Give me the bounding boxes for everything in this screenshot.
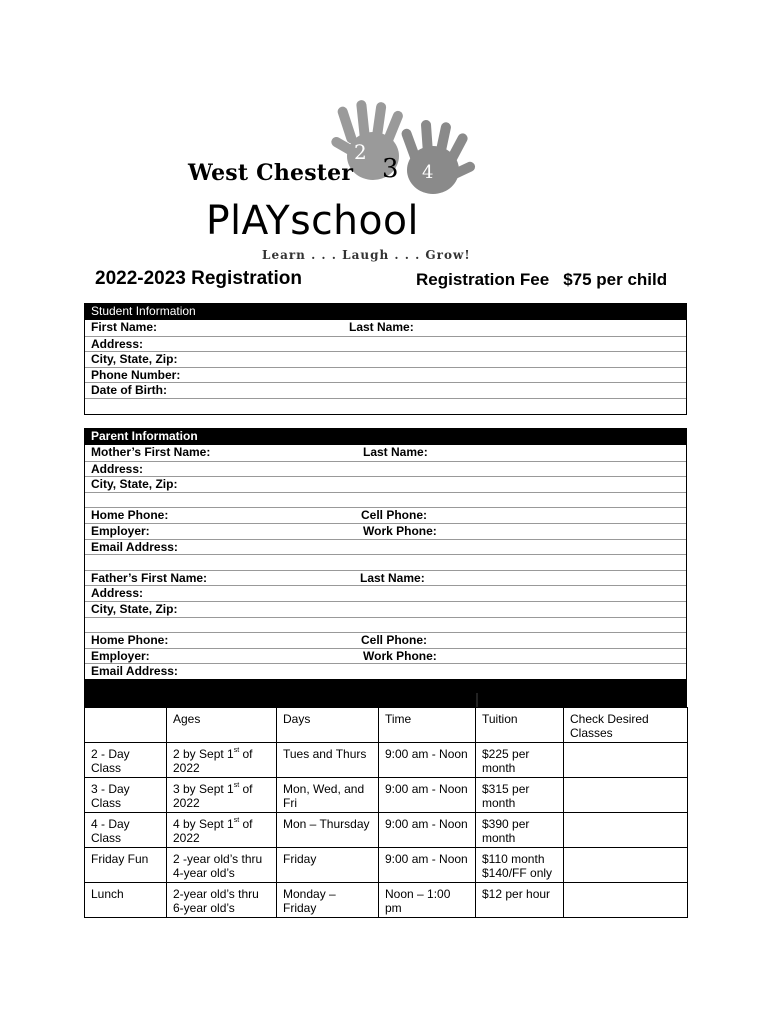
class-days: Friday — [277, 848, 379, 883]
table-row — [85, 883, 688, 918]
father-address-row[interactable] — [85, 585, 686, 601]
student-name-row[interactable] — [85, 320, 686, 336]
mother-last-name-label: Last Name: — [363, 445, 428, 459]
table-header-row — [85, 708, 688, 743]
school-logo — [180, 98, 510, 268]
father-home-phone-label: Home Phone: — [91, 633, 169, 648]
mother-home-phone-label: Home Phone: — [91, 508, 169, 523]
class-name: 4 - Day Class — [85, 813, 167, 848]
student-phone-row[interactable] — [85, 367, 686, 383]
class-tuition: $315 per month — [476, 778, 564, 813]
father-city-label: City, State, Zip: — [91, 601, 178, 616]
father-city-row[interactable] — [85, 601, 686, 617]
class-tuition: $390 per month — [476, 813, 564, 848]
registration-fee — [416, 270, 667, 290]
class-days: Tues and Thurs — [277, 743, 379, 778]
parent-section-header: Parent Information — [85, 429, 686, 445]
class-name: Lunch — [85, 883, 167, 918]
mother-employer-row[interactable] — [85, 523, 686, 539]
class-check-cell[interactable] — [564, 743, 688, 778]
mother-city-label: City, State, Zip: — [91, 477, 178, 492]
table-row — [85, 778, 688, 813]
father-last-name-label: Last Name: — [360, 570, 425, 585]
father-name-row[interactable] — [85, 570, 686, 586]
father-first-name-label: Father’s First Name: — [91, 570, 208, 585]
class-ages: 2 -year old’s thru 4-year old’s — [167, 848, 277, 883]
class-ages: 2-year old’s thru 6-year old’s — [167, 883, 277, 918]
date-of-birth-label: Date of Birth: — [91, 383, 167, 398]
class-check-cell[interactable] — [564, 778, 688, 813]
blank-row — [85, 492, 686, 508]
mother-employer-label: Employer: — [91, 523, 150, 538]
father-email-label: Email Address: — [91, 664, 178, 679]
class-time: Noon – 1:00 pm — [379, 883, 476, 918]
header-cell-tuition: Tuition — [476, 708, 564, 743]
first-name-label: First Name: — [91, 320, 158, 334]
father-employer-row[interactable] — [85, 648, 686, 664]
header-cell-time: Time — [379, 708, 476, 743]
table-row — [85, 813, 688, 848]
class-tuition: $110 month $140/FF only — [476, 848, 564, 883]
student-information-section — [84, 303, 687, 415]
father-address-label: Address: — [91, 586, 144, 601]
registration-title: 2022-2023 Registration — [95, 268, 302, 289]
class-ages: 3 by Sept 1st of 2022 — [167, 778, 277, 813]
table-row — [85, 743, 688, 778]
logo-number-2: 2 — [354, 140, 367, 164]
blank-row — [85, 554, 686, 570]
class-days: Mon – Thursday — [277, 813, 379, 848]
phone-number-label: Phone Number: — [91, 367, 181, 382]
logo-number-4: 4 — [422, 162, 434, 183]
blank-row — [85, 617, 686, 633]
mother-address-row[interactable] — [85, 461, 686, 477]
father-work-phone-label: Work Phone: — [363, 648, 437, 663]
class-ages: 4 by Sept 1st of 2022 — [167, 813, 277, 848]
student-city-row[interactable] — [85, 351, 686, 367]
logo-west-chester: West Chester — [188, 160, 354, 186]
student-section-header: Student Information — [85, 304, 686, 320]
class-tuition: $225 per month — [476, 743, 564, 778]
mother-city-row[interactable] — [85, 476, 686, 492]
table-row — [85, 848, 688, 883]
header-cell-check: Check Desired Classes — [564, 708, 688, 743]
last-name-label: Last Name: — [349, 320, 414, 334]
mother-name-row[interactable] — [85, 445, 686, 461]
mother-address-label: Address: — [91, 461, 144, 476]
city-state-zip-label: City, State, Zip: — [91, 352, 178, 367]
address-label: Address: — [91, 336, 144, 351]
class-check-cell[interactable] — [564, 813, 688, 848]
class-check-cell[interactable] — [564, 883, 688, 918]
class-time: 9:00 am - Noon — [379, 743, 476, 778]
mother-email-row[interactable] — [85, 539, 686, 555]
fee-value: $75 per child — [563, 270, 668, 289]
fee-label: Registration Fee — [416, 270, 550, 289]
class-check-cell[interactable] — [564, 848, 688, 883]
class-time: 9:00 am - Noon — [379, 813, 476, 848]
logo-number-3: 3 — [382, 154, 399, 184]
class-time: 9:00 am - Noon — [379, 778, 476, 813]
mother-first-name-label: Mother’s First Name: — [91, 445, 211, 459]
logo-playschool: PlAYschool — [206, 198, 419, 244]
logo-tagline: Learn . . . Laugh . . . Grow! — [262, 248, 471, 262]
father-email-row[interactable] — [85, 663, 686, 679]
father-phone-row[interactable] — [85, 632, 686, 648]
class-name: Friday Fun — [85, 848, 167, 883]
header-cell-ages: Ages — [167, 708, 277, 743]
student-dob-row[interactable] — [85, 382, 686, 398]
class-time: 9:00 am - Noon — [379, 848, 476, 883]
header-cell — [85, 708, 167, 743]
mother-phone-row[interactable] — [85, 507, 686, 523]
classes-table-section — [84, 679, 687, 918]
parent-information-section — [84, 428, 687, 680]
class-days: Mon, Wed, and Fri — [277, 778, 379, 813]
class-name: 3 - Day Class — [85, 778, 167, 813]
table-header-bar — [84, 679, 687, 707]
blank-row — [85, 398, 686, 414]
class-name: 2 - Day Class — [85, 743, 167, 778]
mother-email-label: Email Address: — [91, 539, 178, 554]
father-employer-label: Employer: — [91, 648, 150, 663]
handprint-icon — [328, 98, 478, 203]
class-tuition: $12 per hour — [476, 883, 564, 918]
mother-cell-phone-label: Cell Phone: — [361, 508, 428, 523]
header-cell-days: Days — [277, 708, 379, 743]
class-ages: 2 by Sept 1st of 2022 — [167, 743, 277, 778]
classes-table — [84, 707, 688, 918]
mother-work-phone-label: Work Phone: — [363, 523, 437, 538]
class-days: Monday – Friday — [277, 883, 379, 918]
student-address-row[interactable] — [85, 336, 686, 352]
father-cell-phone-label: Cell Phone: — [361, 633, 428, 648]
